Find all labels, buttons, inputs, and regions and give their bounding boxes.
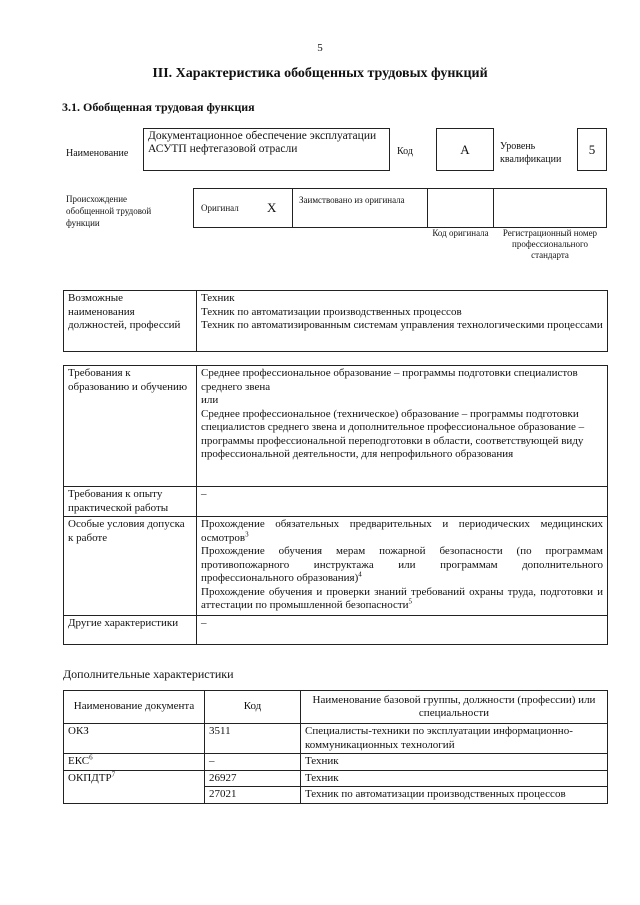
code-cell: 27021 bbox=[205, 787, 301, 804]
table-row bbox=[64, 517, 608, 616]
function-name-value: Документационное обеспечение эксплуатации АСУТП нефтегазовой отрасли bbox=[148, 130, 377, 155]
table-row bbox=[64, 616, 608, 645]
code-value: А bbox=[460, 142, 470, 157]
desc-cell: Техник bbox=[301, 770, 608, 787]
original-label: Оригинал bbox=[201, 203, 239, 213]
desc-cell: Техник по автоматизации производственных процессов bbox=[301, 787, 608, 804]
doc-cell bbox=[64, 770, 205, 803]
list-item bbox=[201, 518, 603, 545]
positions-list bbox=[197, 291, 608, 352]
footnote-ref: 3 bbox=[245, 529, 249, 538]
other-value: – bbox=[197, 616, 608, 645]
experience-label: Требования к опыту практической работы bbox=[64, 487, 197, 517]
footnote-ref: 4 bbox=[358, 570, 362, 579]
list-item: Среднее профессиональное образование – программы подготовки специалистов среднего звена bbox=[201, 367, 578, 393]
borrowed-box bbox=[292, 188, 428, 228]
list-item: Техник bbox=[201, 292, 235, 304]
original-mark: X bbox=[267, 200, 277, 215]
code-label: Код bbox=[397, 146, 413, 157]
additional-title: Дополнительные характеристики bbox=[63, 667, 234, 681]
code-original-box bbox=[427, 188, 494, 228]
reg-number-label: Регистрационный номер профессионального стандарта bbox=[502, 228, 598, 260]
other-label: Другие характеристики bbox=[64, 616, 197, 645]
code-cell: 3511 bbox=[205, 724, 301, 754]
doc-cell bbox=[64, 754, 205, 771]
table-row bbox=[64, 291, 608, 352]
original-box bbox=[193, 188, 293, 228]
list-item: Техник по автоматизированным системам управления технологическими процессами bbox=[201, 319, 603, 331]
footnote-ref: 5 bbox=[408, 597, 413, 606]
name-label: Наименование bbox=[66, 148, 129, 159]
table-row bbox=[64, 724, 608, 754]
condition-text: Прохождение обучения и проверки знаний требований охраны труда, подготовки и аттестации по промышленной безопасности bbox=[201, 585, 603, 611]
code-cell: 26927 bbox=[205, 770, 301, 787]
function-name-box bbox=[143, 128, 390, 171]
table-row bbox=[64, 691, 608, 724]
col-header-name: Наименование документа bbox=[64, 691, 205, 724]
doc-cell bbox=[64, 724, 205, 754]
reg-number-box bbox=[493, 188, 607, 228]
section-title: III. Характеристика обобщенных трудовых функций bbox=[152, 66, 488, 81]
desc-cell: Техник bbox=[301, 754, 608, 771]
doc-name: ЕКС bbox=[68, 755, 90, 767]
list-item bbox=[201, 545, 603, 586]
conditions-value bbox=[197, 517, 608, 616]
requirements-table bbox=[63, 365, 608, 645]
col-header-code: Код bbox=[205, 691, 301, 724]
positions-table bbox=[63, 290, 608, 352]
page-number: 5 bbox=[317, 42, 323, 54]
footnote-ref: 7 bbox=[111, 769, 116, 778]
desc-cell: Специалисты-техники по эксплуатации информационно-коммуникационных технологий bbox=[301, 724, 608, 754]
level-value: 5 bbox=[588, 142, 596, 157]
conditions-label: Особые условия допуска к работе bbox=[64, 517, 197, 616]
code-original-label: Код оригинала bbox=[432, 228, 489, 238]
list-item: Среднее профессиональное (техническое) образование – программы подготовки специалистов среднего звена и дополнительное профессиональное образование – программы профессиональной переподготовки в области, соответствующей виду профессиональной деятельности, для непрофильного образования bbox=[201, 407, 585, 460]
table-row bbox=[64, 770, 608, 787]
level-label: Уровень квалификации bbox=[500, 141, 562, 165]
list-item: Техник по автоматизации производственных процессов bbox=[201, 305, 462, 318]
table-row bbox=[64, 487, 608, 517]
doc-name: ОКЗ bbox=[68, 725, 89, 737]
list-item bbox=[201, 586, 603, 613]
condition-text: Прохождение обучения мерам пожарной безопасности (по программам противопожарного инструктажа или программам дополнительного профессионального образования) bbox=[201, 545, 603, 584]
experience-value: – bbox=[197, 487, 608, 517]
education-value bbox=[197, 366, 608, 487]
education-label: Требования к образованию и обучению bbox=[64, 366, 197, 487]
table-row bbox=[64, 754, 608, 771]
level-box bbox=[577, 128, 607, 171]
col-header-desc: Наименование базовой группы, должности (профессии) или специальности bbox=[301, 691, 608, 724]
subsection-title: 3.1. Обобщенная трудовая функция bbox=[62, 100, 255, 114]
list-item: или bbox=[201, 394, 219, 406]
additional-table bbox=[63, 690, 608, 804]
positions-label: Возможные наименования должностей, профессий bbox=[64, 291, 197, 352]
origin-label: Происхождение обобщенной трудовой функции bbox=[66, 194, 152, 228]
code-cell: – bbox=[205, 754, 301, 771]
table-row bbox=[64, 366, 608, 487]
borrowed-label: Заимствовано из оригинала bbox=[299, 195, 405, 205]
doc-name: ОКПДТР bbox=[68, 771, 112, 784]
code-box bbox=[436, 128, 494, 171]
condition-text: Прохождение обязательных предварительных и периодических медицинских осмотров bbox=[201, 518, 603, 544]
footnote-ref: 6 bbox=[89, 753, 93, 762]
